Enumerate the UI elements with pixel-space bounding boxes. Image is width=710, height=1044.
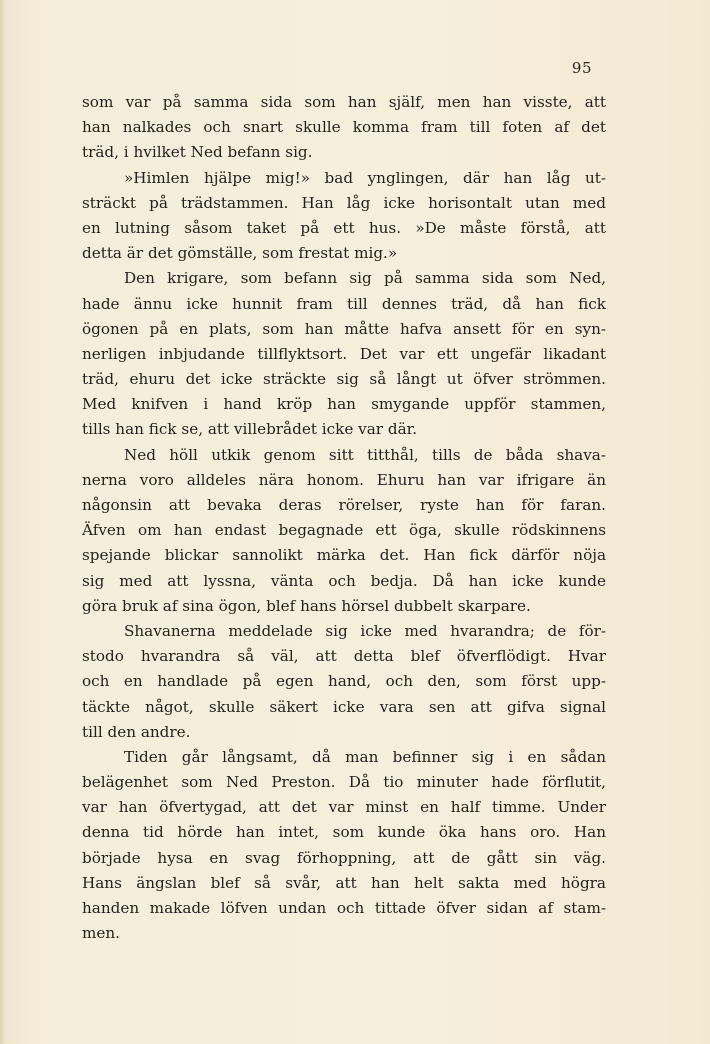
- text-line: som var på samma sida som han själf, men han visste, att: [82, 93, 606, 111]
- page-number: 95: [571, 59, 592, 77]
- text-line: träd, i hvilket Ned befann sig.: [82, 143, 313, 162]
- text-line: detta är det gömställe, som frestat mig.»: [82, 244, 398, 263]
- text-line: Ned höll utkik genom sitt titthål, tills de båda shava-: [124, 445, 606, 464]
- text-line: men.: [82, 924, 120, 943]
- text-line: nerligen inbjudande tillflyktsort. Det var ett ungefär likadant: [82, 344, 606, 363]
- text-line: var han öfvertygad, att det var minst en half timme. Under: [82, 798, 606, 817]
- text-line: ögonen på en plats, som han måtte hafva ansett för en syn-: [82, 319, 606, 338]
- text-line: stodo hvarandra så väl, att detta blef öfverflödigt. Hvar: [82, 647, 606, 666]
- text-line: Den krigare, som befann sig på samma sida som Ned,: [124, 269, 606, 288]
- text-line: Tiden går långsamt, då man befinner sig i en sådan: [124, 747, 606, 766]
- text-line: en lutning såsom taket på ett hus. »De måste förstå, att: [82, 218, 606, 237]
- text-line: denna tid hörde han intet, som kunde öka hans oro. Han: [82, 823, 606, 842]
- text-line: täckte något, skulle säkert icke vara sen att gifva signal: [82, 697, 606, 716]
- text-line: spejande blickar sannolikt märka det. Han fick därför nöja: [82, 546, 606, 565]
- text-line: sig med att lyssna, vänta och bedja. Då han icke kunde: [82, 571, 606, 590]
- text-line: Shavanerna meddelade sig icke med hvarandra; de för-: [124, 621, 606, 640]
- text-line: göra bruk af sina ögon, blef hans hörsel dubbelt skarpare.: [82, 596, 531, 615]
- text-line: handen makade löfven undan och tittade öfver sidan af stam-: [82, 899, 606, 917]
- text-line: tills han fick se, att villebrådet icke var där.: [82, 420, 418, 439]
- text-line: »Himlen hjälpe mig!» bad ynglingen, där han låg ut-: [124, 168, 606, 187]
- text-line: sträckt på trädstammen. Han låg icke horisontalt utan med: [82, 193, 606, 212]
- body-text: [82, 90, 606, 946]
- text-line: någonsin att bevaka deras rörelser, ryste han för faran.: [82, 496, 606, 514]
- text-line: Äfven om han endast begagnade ett öga, skulle rödskinnens: [82, 521, 606, 540]
- page-edge-shadow: [0, 0, 6, 1044]
- text-line: Med knifven i hand kröp han smygande uppför stammen,: [82, 395, 606, 414]
- text-line: hade ännu icke hunnit fram till dennes träd, då han fick: [82, 294, 606, 313]
- text-line: till den andre.: [82, 722, 191, 741]
- text-line: nerna voro alldeles nära honom. Ehuru han var ifrigare än: [82, 470, 606, 489]
- text-line: och en handlade på egen hand, och den, som först upp-: [82, 672, 606, 691]
- text-line: han nalkades och snart skulle komma fram till foten af det: [82, 118, 606, 137]
- text-line: träd, ehuru det icke sträckte sig så långt ut öfver strömmen.: [82, 370, 606, 389]
- text-line: belägenhet som Ned Preston. Då tio minuter hade förflutit,: [82, 773, 606, 792]
- text-line: Hans ängslan blef så svår, att han helt sakta med högra: [82, 873, 606, 892]
- text-line: började hysa en svag förhoppning, att de gått sin väg.: [82, 848, 606, 867]
